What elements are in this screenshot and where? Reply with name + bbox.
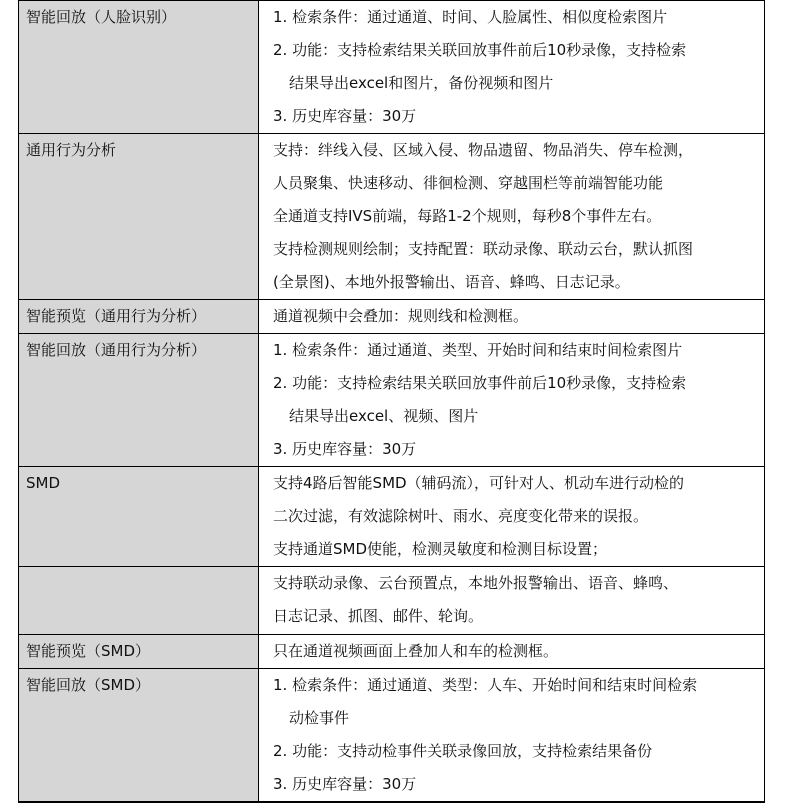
- row-label-text: 智能回放（SMD）: [26, 676, 151, 694]
- row-label: [19, 567, 259, 635]
- row-label-text: SMD: [26, 474, 61, 492]
- row-label: [19, 134, 259, 300]
- table-row: [19, 334, 765, 467]
- content-line: 2. 功能：支持动检事件关联录像回放，支持检索结果备份: [273, 742, 653, 760]
- row-content: [259, 134, 765, 300]
- row-content: [259, 669, 765, 803]
- row-label: [19, 467, 259, 567]
- content-line: (全景图)、本地外报警输出、语音、蜂鸣、日志记录。: [273, 273, 630, 291]
- row-content: [259, 300, 765, 334]
- content-line: 只在通道视频画面上叠加人和车的检测框。: [273, 642, 559, 660]
- row-content: [259, 1, 765, 134]
- row-label: [19, 669, 259, 803]
- table-row: [19, 467, 765, 567]
- content-line: 3. 历史库容量：30万: [273, 107, 417, 125]
- row-content: [259, 334, 765, 467]
- content-line: 动检事件: [289, 709, 350, 727]
- table-row: [19, 134, 765, 300]
- content-line: 1. 检索条件：通过通道、类型、开始时间和结束时间检索图片: [273, 341, 683, 359]
- row-label-text: 智能回放（通用行为分析）: [26, 341, 207, 359]
- row-label: [19, 1, 259, 134]
- row-label: [19, 635, 259, 669]
- table-row: [19, 567, 765, 635]
- row-content: [259, 467, 765, 567]
- content-line: 支持检测规则绘制；支持配置：联动录像、联动云台，默认抓图: [273, 240, 694, 258]
- content-line: 结果导出excel、视频、图片: [289, 407, 479, 425]
- content-line: 全通道支持IVS前端，每路1-2个规则，每秒8个事件左右。: [273, 207, 662, 225]
- row-content: [259, 567, 765, 635]
- content-line: 支持4路后智能SMD（辅码流），可针对人、机动车进行动检的: [273, 474, 685, 492]
- content-line: 支持：绊线入侵、区域入侵、物品遗留、物品消失、停车检测，: [273, 141, 694, 159]
- content-line: 结果导出excel和图片，备份视频和图片: [289, 74, 554, 92]
- content-line: 1. 检索条件：通过通道、类型：人车、开始时间和结束时间检索: [273, 676, 698, 694]
- row-label: [19, 300, 259, 334]
- content-line: 2. 功能：支持检索结果关联回放事件前后10秒录像，支持检索: [273, 374, 687, 392]
- content-line: 日志记录、抓图、邮件、轮询。: [273, 607, 484, 625]
- content-line: 3. 历史库容量：30万: [273, 440, 417, 458]
- row-label-text: 智能预览（通用行为分析）: [26, 307, 207, 325]
- table-row: [19, 635, 765, 669]
- table-row: [19, 669, 765, 803]
- row-label-text: 智能回放（人脸识别）: [26, 8, 177, 26]
- content-line: 二次过滤，有效滤除树叶、雨水、亮度变化带来的误报。: [273, 507, 649, 525]
- content-line: 2. 功能：支持检索结果关联回放事件前后10秒录像，支持检索: [273, 41, 687, 59]
- content-line: 通道视频中会叠加：规则线和检测框。: [273, 307, 529, 325]
- row-label: [19, 334, 259, 467]
- table-row: [19, 300, 765, 334]
- row-label-text: 通用行为分析: [26, 141, 117, 159]
- row-label-text: 智能预览（SMD）: [26, 642, 151, 660]
- content-line: 支持通道SMD使能，检测灵敏度和检测目标设置；: [273, 540, 608, 558]
- spec-table: [18, 0, 765, 803]
- content-line: 支持联动录像、云台预置点，本地外报警输出、语音、蜂鸣、: [273, 574, 679, 592]
- content-line: 1. 检索条件：通过通道、时间、人脸属性、相似度检索图片: [273, 8, 668, 26]
- content-line: 3. 历史库容量：30万: [273, 775, 417, 793]
- content-line: 人员聚集、快速移动、徘徊检测、穿越围栏等前端智能功能: [273, 174, 664, 192]
- row-content: [259, 635, 765, 669]
- table-row: [19, 1, 765, 134]
